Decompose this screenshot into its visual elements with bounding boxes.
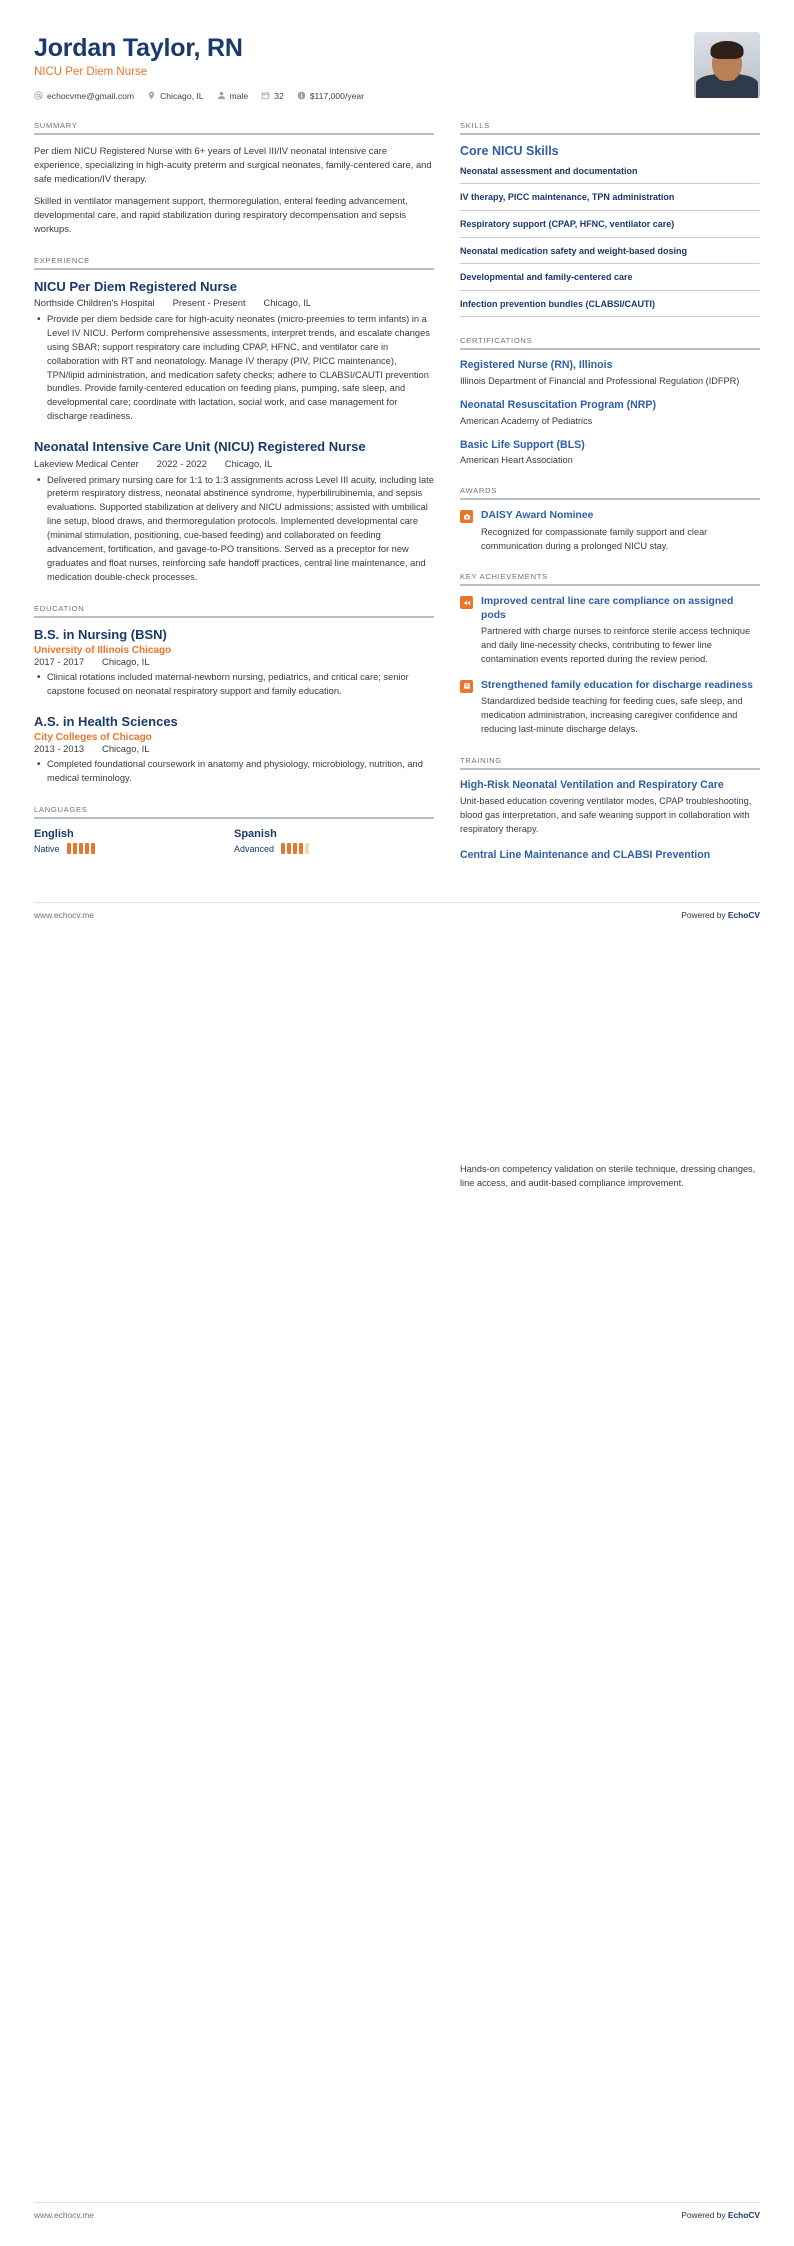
footer-powered-prefix: Powered by [681, 909, 728, 920]
skill-item: Developmental and family-centered care [460, 271, 760, 291]
achievement-description: Partnered with charge nurses to reinforce sterile access technique and daily line-necessity checks, contributing to fewer line contamination events reported during the review period. [481, 626, 751, 664]
resume-columns [34, 121, 760, 882]
list-item: • Clinical rotations included maternal-newborn nursing, pediatrics, and critical care; senior capstone focused on neonatal respiratory support and family education. [47, 671, 434, 699]
book-icon [460, 680, 473, 693]
achievement-item [460, 595, 760, 666]
skills-group-title: Core NICU Skills [460, 143, 559, 158]
experience-entry [34, 279, 434, 425]
certification-issuer: Illinois Department of Financial and Professional Regulation (IDFPR) [460, 376, 740, 387]
location-pin-icon [147, 91, 156, 100]
avatar [694, 32, 760, 98]
left-column [34, 121, 434, 874]
contact-item-gender [217, 91, 262, 101]
award-badge-icon [460, 510, 473, 523]
certification-issuer: American Heart Association [460, 455, 573, 466]
award-title: DAISY Award Nominee [481, 510, 594, 522]
education-school: City Colleges of Chicago [34, 732, 152, 744]
page-footer [34, 902, 760, 920]
footer-powered-prefix: Powered by [681, 2210, 728, 2220]
education-school: University of Illinois Chicago [34, 645, 172, 657]
contact-row [34, 91, 694, 101]
section-skills [460, 121, 760, 318]
contact-value-location: Chicago, IL [160, 90, 204, 101]
footer-brand-name: EchoCV [727, 2210, 760, 2220]
list-item: • Provide per diem bedside care for high-acuity neonates (micro-preemies to term infants) in a Level IV NICU. Perform comprehensive assessments, interpret trends, and escalate changes using SBAR; support respiratory care including CPAP, HFNC, and ventilator care in collaboration with RT and neonatology. Manage IV therapy (PIV, PICC maintenance), TPN/lipid administration, and medication safety checks; adhere to CLABSI/CAUTI prevention bundles. Provide family-centered education on feeding plans, pumping, safe sleep, and developmental care; coordinate with lactation, social work, and case management for discharge readiness. [47, 313, 434, 425]
experience-meta [34, 458, 434, 469]
certification-item [460, 399, 760, 428]
language-level: Advanced [234, 843, 275, 854]
section-divider [460, 498, 760, 500]
training-item-continued [460, 1163, 760, 1191]
education-degree: A.S. in Health Sciences [34, 714, 178, 730]
education-location: Chicago, IL [102, 743, 150, 755]
language-level-row [234, 843, 434, 854]
list-item: • Completed foundational coursework in anatomy and physiology, microbiology, nutrition, and medical terminology. [47, 758, 434, 786]
footer-brand-name: EchoCV [727, 909, 760, 920]
section-languages [34, 805, 434, 854]
summary-paragraph: Skilled in ventilator management support, thermoregulation, enteral feeding advancement, developmental care, and rapid stabilization during respiratory decompensation and sepsis workups. [34, 194, 408, 235]
page-footer [34, 2202, 760, 2220]
contact-value-gender: male [229, 90, 249, 101]
job-title: NICU Per Diem Nurse [34, 65, 148, 78]
education-entry [34, 627, 434, 699]
section-divider [34, 133, 434, 135]
language-proficiency-bars [281, 843, 309, 854]
contact-value-age: 32 [274, 90, 284, 101]
achievement-item [460, 679, 760, 737]
section-divider [460, 768, 760, 770]
education-bullets [34, 671, 434, 699]
contact-item-age [261, 91, 297, 101]
training-description: Unit-based education covering ventilator modes, CPAP troubleshooting, blood gas interpretation, and safe weaning support in collaboration with respiratory therapy. [460, 796, 752, 835]
language-level-row [34, 843, 234, 854]
header-text-block [34, 30, 694, 101]
section-label-summary: SUMMARY [34, 120, 78, 130]
section-label-languages: LANGUAGES [34, 805, 88, 815]
education-entry [34, 714, 434, 786]
section-divider [34, 817, 434, 819]
language-proficiency-bars [67, 843, 95, 854]
education-bullets [34, 758, 434, 786]
rewind-icon [460, 596, 473, 609]
skill-item: Infection prevention bundles (CLABSI/CAUTI) [460, 298, 760, 318]
section-divider [34, 616, 434, 618]
section-experience [34, 256, 434, 586]
section-awards [460, 486, 760, 553]
section-label-skills: SKILLS [460, 120, 490, 130]
footer-website[interactable]: www.echocv.me [34, 909, 94, 920]
contact-value-salary: $117,000/year [309, 90, 365, 101]
experience-bullets [34, 474, 434, 586]
experience-title: NICU Per Diem Registered Nurse [34, 278, 238, 294]
contact-value-email: echocvme@gmail.com [47, 90, 135, 101]
experience-location: Chicago, IL [224, 457, 273, 469]
education-meta [34, 743, 434, 754]
skill-item: Neonatal assessment and documentation [460, 165, 760, 185]
education-degree: B.S. in Nursing (BSN) [34, 627, 167, 643]
certification-issuer: American Academy of Pediatrics [460, 415, 593, 426]
training-item [460, 849, 760, 863]
education-meta [34, 656, 434, 667]
calendar-icon [261, 91, 270, 100]
section-label-experience: EXPERIENCE [34, 255, 90, 265]
section-divider [460, 584, 760, 586]
section-summary [34, 121, 434, 237]
achievement-body [481, 679, 760, 737]
experience-title: Neonatal Intensive Care Unit (NICU) Registered Nurse [34, 439, 366, 455]
experience-meta [34, 297, 434, 308]
achievement-title: Strengthened family education for discharge readiness [481, 679, 753, 691]
avatar-hair [711, 41, 744, 59]
training-description: Hands-on competency validation on sterile technique, dressing changes, line access, and audit-based compliance improvement. [460, 1164, 756, 1188]
resume-header [34, 30, 760, 101]
section-divider [460, 348, 760, 350]
education-dates: 2013 - 2013 [34, 743, 85, 755]
section-label-key-achievements: KEY ACHIEVEMENTS [460, 572, 548, 582]
language-item [34, 828, 234, 854]
contact-item-location [147, 91, 216, 101]
person-icon [217, 91, 226, 100]
certification-name: Basic Life Support (BLS) [460, 438, 585, 451]
certification-name: Registered Nurse (RN), Illinois [460, 359, 613, 372]
section-education [34, 604, 434, 786]
language-level: Native [34, 843, 60, 854]
footer-website[interactable]: www.echocv.me [34, 2210, 94, 2220]
experience-entry [34, 439, 434, 585]
training-item [460, 779, 760, 837]
certification-item [460, 439, 760, 468]
education-location: Chicago, IL [102, 656, 150, 668]
section-key-achievements [460, 572, 760, 736]
achievement-description: Standardized bedside teaching for feeding cues, safe sleep, and medication administration, increasing caregiver confidence and reducing last-minute discharge delays. [481, 696, 743, 734]
experience-dates: Present - Present [172, 296, 246, 308]
resume-columns-page2 [34, 1163, 760, 1191]
resume-page-2 [0, 1123, 794, 2246]
section-divider [460, 133, 760, 135]
experience-organization: Northside Children's Hospital [34, 296, 155, 308]
email-icon [34, 91, 43, 100]
footer-branding [681, 910, 760, 920]
right-column [460, 121, 760, 882]
experience-location: Chicago, IL [263, 296, 311, 308]
right-column-page2 [460, 1163, 760, 1191]
skill-item: Neonatal medication safety and weight-based dosing [460, 245, 760, 265]
achievement-body [481, 595, 760, 666]
award-body [481, 509, 760, 553]
section-certifications [460, 336, 760, 467]
training-title: High-Risk Neonatal Ventilation and Respiratory Care [460, 778, 724, 791]
certification-item [460, 359, 760, 388]
award-description: Recognized for compassionate family support and clear communication during a prolonged NICU stay. [481, 526, 708, 551]
language-item [234, 828, 434, 854]
skill-item: Respiratory support (CPAP, HFNC, ventilator care) [460, 218, 760, 238]
achievement-title: Improved central line care compliance on assigned pods [481, 596, 734, 621]
contact-item-email[interactable] [34, 91, 147, 101]
section-label-certifications: CERTIFICATIONS [460, 336, 533, 346]
section-label-education: EDUCATION [34, 604, 85, 614]
language-name: Spanish [234, 828, 277, 841]
section-divider [34, 268, 434, 270]
page-title: Jordan Taylor, RN [34, 34, 243, 62]
experience-dates: 2022 - 2022 [156, 457, 207, 469]
list-item: • Delivered primary nursing care for 1:1 to 1:3 assignments across Level III acuity, including late preterm respiratory distress, neonatal abstinence syndrome, hyperbilirubinemia, and sepsis evaluations. Supported stabilization at delivery and NICU admissions; assisted with umbilical line setup, blood draws, and thermoregulation protocols. Implemented developmental care (minimal stimulation, positioning, cue-based feeding) and collaborated on feeding advancement, fortification, and gavage-to-PO transitions. Served as a preceptor for new graduates and float nurses, reinforcing safe handoff practices, central line maintenance, and medication double-check processes. [47, 474, 434, 586]
language-name: English [34, 828, 74, 841]
certification-name: Neonatal Resuscitation Program (NRP) [460, 398, 657, 411]
section-training [460, 756, 760, 863]
info-circle-icon [297, 91, 306, 100]
footer-branding [681, 2210, 760, 2220]
training-title: Central Line Maintenance and CLABSI Prevention [460, 848, 711, 861]
experience-bullets [34, 313, 434, 425]
education-dates: 2017 - 2017 [34, 656, 85, 668]
experience-organization: Lakeview Medical Center [34, 457, 139, 469]
summary-paragraph: Per diem NICU Registered Nurse with 6+ years of Level III/IV neonatal intensive care experience, specializing in high-acuity preterm and surgical neonates, family-centered care, and safe medication/IV therapy. [34, 144, 432, 185]
award-item [460, 509, 760, 553]
skill-item: IV therapy, PICC maintenance, TPN administration [460, 191, 760, 211]
section-label-training: TRAINING [460, 755, 502, 765]
section-label-awards: AWARDS [460, 486, 497, 496]
languages-grid [34, 828, 434, 854]
contact-item-salary [297, 91, 377, 101]
